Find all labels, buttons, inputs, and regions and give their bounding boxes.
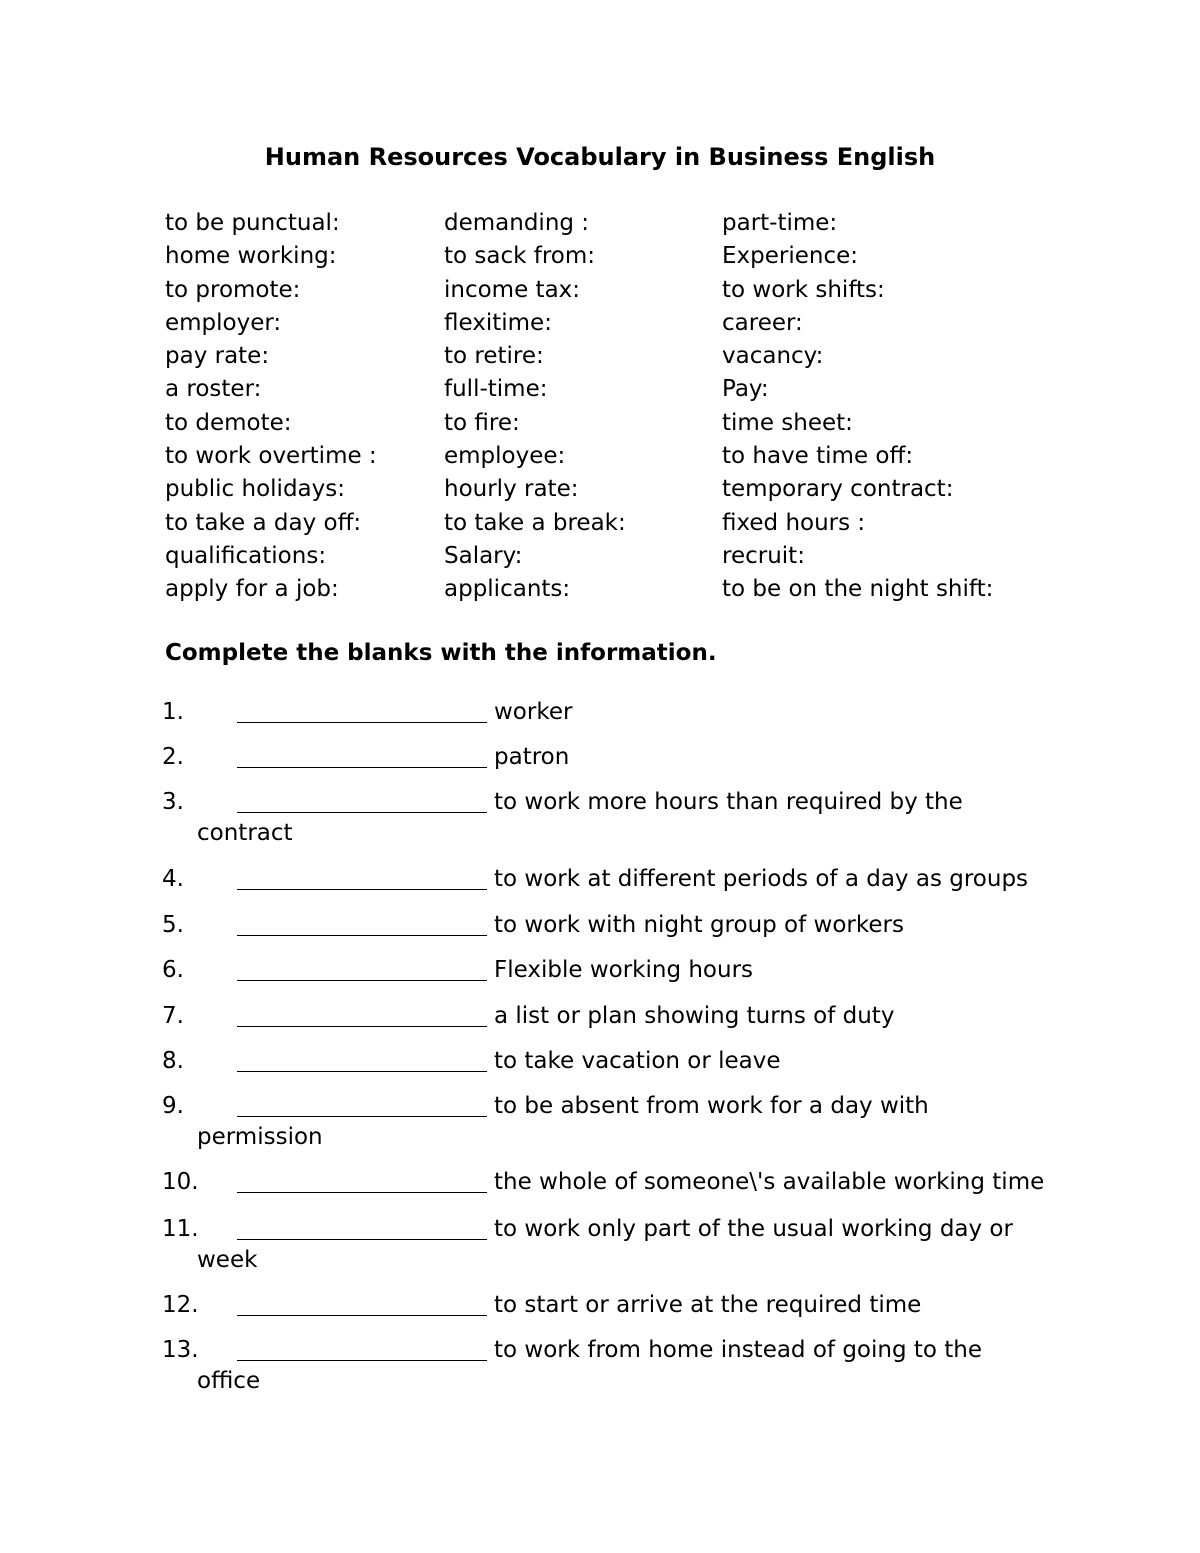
- vocabulary-term: Experience:: [722, 243, 859, 270]
- vocabulary-term: to take a break:: [444, 509, 626, 536]
- vocabulary-term: to work overtime :: [165, 443, 377, 470]
- answer-blank[interactable]: [237, 1091, 487, 1117]
- vocabulary-term: employee:: [444, 443, 566, 470]
- vocabulary-term: to promote:: [165, 276, 301, 303]
- answer-blank[interactable]: [237, 742, 487, 768]
- vocabulary-row: [165, 207, 1045, 240]
- item-number: 2.: [162, 744, 184, 770]
- answer-blank[interactable]: [237, 1335, 487, 1361]
- vocabulary-term: to take a day off:: [165, 509, 362, 536]
- vocabulary-term: applicants:: [444, 576, 571, 603]
- answer-blank[interactable]: [237, 1167, 487, 1193]
- item-definition: to work with night group of workers: [494, 912, 904, 938]
- vocabulary-term: full-time:: [444, 376, 548, 403]
- item-definition-continuation: office: [197, 1368, 261, 1394]
- item-definition: a list or plan showing turns of duty: [494, 1003, 895, 1029]
- vocabulary-term: career:: [722, 309, 803, 336]
- item-definition-continuation: permission: [197, 1124, 323, 1150]
- item-number: 9.: [162, 1093, 184, 1119]
- item-number: 8.: [162, 1048, 184, 1074]
- item-definition: to work more hours than required by the: [494, 789, 963, 815]
- item-number: 4.: [162, 866, 184, 892]
- exercise-heading: Complete the blanks with the information.: [165, 640, 717, 666]
- item-number: 10.: [162, 1169, 199, 1195]
- vocabulary-row: [165, 240, 1045, 273]
- vocabulary-row: [165, 540, 1045, 573]
- item-definition-continuation: week: [197, 1247, 258, 1273]
- item-definition: to work from home instead of going to the: [494, 1337, 983, 1363]
- vocabulary-term: to retire:: [444, 343, 544, 370]
- vocabulary-term: to fire:: [444, 409, 520, 436]
- item-definition: worker: [494, 699, 573, 725]
- vocabulary-term: time sheet:: [722, 409, 853, 436]
- item-number: 3.: [162, 789, 184, 815]
- vocabulary-row: [165, 307, 1045, 340]
- answer-blank[interactable]: [237, 1214, 487, 1240]
- vocabulary-term: public holidays:: [165, 476, 345, 503]
- answer-blank[interactable]: [237, 1290, 487, 1316]
- vocabulary-term: temporary contract:: [722, 476, 954, 503]
- vocabulary-term: to be on the night shift:: [722, 576, 994, 603]
- vocabulary-term: flexitime:: [444, 309, 552, 336]
- item-number: 1.: [162, 699, 184, 725]
- vocabulary-term: home working:: [165, 243, 337, 270]
- vocabulary-row: [165, 573, 1045, 606]
- answer-blank[interactable]: [237, 1046, 487, 1072]
- vocabulary-term: recruit:: [722, 542, 805, 569]
- vocabulary-row: [165, 373, 1045, 406]
- vocabulary-term: to demote:: [165, 409, 292, 436]
- vocabulary-term: Pay:: [722, 376, 769, 403]
- item-definition: Flexible working hours: [494, 957, 754, 983]
- item-definition: patron: [494, 744, 570, 770]
- vocabulary-row: [165, 507, 1045, 540]
- vocabulary-term: apply for a job:: [165, 576, 339, 603]
- item-definition: to work only part of the usual working day or: [494, 1216, 1013, 1242]
- item-number: 11.: [162, 1216, 199, 1242]
- vocabulary-term: a roster:: [165, 376, 262, 403]
- vocabulary-row: [165, 473, 1045, 506]
- item-number: 6.: [162, 957, 184, 983]
- vocabulary-term: pay rate:: [165, 343, 270, 370]
- item-number: 5.: [162, 912, 184, 938]
- vocabulary-term: employer:: [165, 309, 282, 336]
- vocabulary-term: part-time:: [722, 210, 838, 236]
- answer-blank[interactable]: [237, 955, 487, 981]
- item-definition: to work at different periods of a day as groups: [494, 866, 1029, 892]
- answer-blank[interactable]: [237, 1001, 487, 1027]
- answer-blank[interactable]: [237, 697, 487, 723]
- vocabulary-grid: [165, 207, 1045, 607]
- answer-blank[interactable]: [237, 864, 487, 890]
- item-number: 7.: [162, 1003, 184, 1029]
- item-number: 13.: [162, 1337, 199, 1363]
- vocabulary-term: fixed hours :: [722, 509, 866, 536]
- answer-blank[interactable]: [237, 787, 487, 813]
- item-definition: the whole of someone\'s available working time: [494, 1169, 1045, 1195]
- vocabulary-term: qualifications:: [165, 542, 327, 569]
- item-number: 12.: [162, 1292, 199, 1318]
- vocabulary-row: [165, 440, 1045, 473]
- vocabulary-term: Salary:: [444, 542, 523, 569]
- vocabulary-row: [165, 340, 1045, 373]
- item-definition: to be absent from work for a day with: [494, 1093, 929, 1119]
- vocabulary-term: to be punctual:: [165, 210, 340, 236]
- item-definition: to start or arrive at the required time: [494, 1292, 922, 1318]
- vocabulary-term: to have time off:: [722, 443, 914, 470]
- item-definition-continuation: contract: [197, 820, 293, 846]
- vocabulary-term: to work shifts:: [722, 276, 885, 303]
- vocabulary-term: to sack from:: [444, 243, 596, 270]
- vocabulary-term: hourly rate:: [444, 476, 579, 503]
- vocabulary-term: vacancy:: [722, 343, 824, 370]
- answer-blank[interactable]: [237, 910, 487, 936]
- vocabulary-term: income tax:: [444, 276, 581, 303]
- item-definition: to take vacation or leave: [494, 1048, 781, 1074]
- vocabulary-row: [165, 274, 1045, 307]
- vocabulary-row: [165, 407, 1045, 440]
- page-title: Human Resources Vocabulary in Business English: [264, 143, 936, 171]
- vocabulary-term: demanding :: [444, 210, 590, 236]
